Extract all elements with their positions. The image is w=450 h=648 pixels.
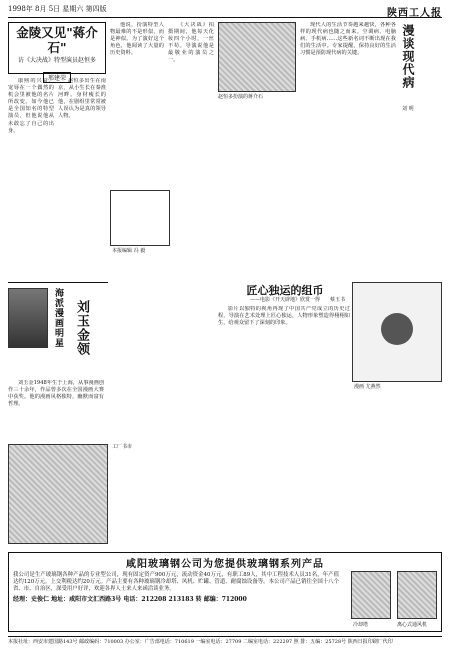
portrait-body: 刘玉金1948年生于上海，从事漫画创作三十余年，作品曾多次在全国漫画大赛中获奖。他的漫画风格独特，幽默而富有哲理。	[8, 380, 104, 408]
portrait-name: 刘玉金领	[74, 300, 89, 356]
editor-label: 本报编辑 冯 毅	[112, 248, 146, 254]
lead-author: 邢建荣	[43, 72, 71, 83]
portrait-photo	[8, 288, 48, 348]
boats-photo	[8, 444, 108, 544]
product1-caption: 冷却塔	[353, 622, 369, 628]
essay-body: 现代人的生活节奏越来越快，各种各样的现代病也随之而来。空调病、电脑病、手机病……这些新名词不断出现在我们的生活中。专家提醒，保持良好的生活习惯是预防现代病的关键。	[300, 22, 396, 57]
product2-caption: 离心式通风机	[397, 622, 428, 628]
portrait-title: 海派漫画明星	[53, 288, 63, 348]
lead-photo	[218, 22, 296, 92]
feature-title: 匠心独运的组币	[246, 284, 324, 297]
feature-author: 蔡玉书	[330, 297, 346, 303]
cooling-tower-photo	[351, 571, 391, 619]
ad-body: 我公司是生产玻璃钢各种产品的专业型公司，现有固定资产900万元，流动资金40万元，有职工89人，其中工程技术人员31名，年产值达约120万元。上交利税达约20万元。产品主要有各种玻璃钢冷却塔、风机、贮罐、管道、耐腐蚀设备等。本公司产品已销往全国十八个省、市、自治区，深受用户好评，欢迎各界人士来人来函洽谈业务。	[13, 572, 339, 593]
divider	[8, 282, 108, 283]
cartoon-frame	[352, 282, 442, 382]
essay-author: 刘 明	[402, 106, 414, 112]
essay-title: 漫谈现代病	[401, 24, 415, 89]
issue-date: 1998年 8月 5日 星期六 第四版	[8, 5, 107, 13]
ad-contact: 经理：史俊仁 地址：咸阳市文汇西路3号 电话：212208 213183 转 邮编：712000	[13, 595, 247, 603]
lead-column-1: 康熙的兴衰、宠辱在一个偶然的机会里被他的名片所改变。如今他已是全国知名的特型演员，但他说他从未敢忘了自己的出身。	[8, 78, 54, 134]
feature-subtitle: ——电影《开天辟地》欣赏一得	[249, 297, 320, 303]
lead-title: 金陵又见"蒋介石"	[16, 25, 98, 55]
logo-box	[110, 190, 170, 246]
fan-photo	[397, 571, 437, 619]
side-label: 工厂书市	[112, 444, 133, 450]
cartoon-figure	[381, 313, 413, 345]
page-header	[8, 4, 442, 18]
cartoon-caption: 漫画 尤燕然	[354, 384, 381, 390]
lead-column-2: 赵恒多出生在南京，从小生长在秦淮河畔。身材瘦长的他，在剧组里常常被人误认为是真的领导人物。	[58, 78, 106, 120]
feature-body: 影片以独特的视角再现了中国共产党成立的历史过程，导演在艺术处理上匠心独运，人物形象塑造得栩栩如生，给观众留下了深刻的印象。	[218, 306, 350, 327]
masthead: 陕西工人报	[387, 8, 442, 19]
page-footer: 本报社址：西安市建国路143号 邮政编码：710003 办公室：广告部电话：710619 一编室电话：27709 二编室电话：222297 照 排：五编：25728号 陕西日报印刷厂代印	[8, 636, 442, 645]
ad-title: 咸阳玻璃钢公司为您提供玻璃钢系列产品	[126, 559, 324, 570]
ad-block	[8, 552, 442, 632]
lead-subtitle: 访《大决战》特型演员赵恒多	[17, 57, 96, 64]
lead-column-3: 他说，扮演特型人物最难的不是形似，而是神似。为了演好这个角色，他阅读了大量的历史资料。	[110, 22, 164, 57]
lead-column-4: 《大决战》拍摄期间，他每天化妆四个小时，一丝不苟。导演说他是最敬业的演员之一。	[168, 22, 214, 64]
lead-photo-caption: 赵恒多扮演的蒋介石	[218, 94, 264, 100]
lead-headline-box	[8, 22, 106, 82]
